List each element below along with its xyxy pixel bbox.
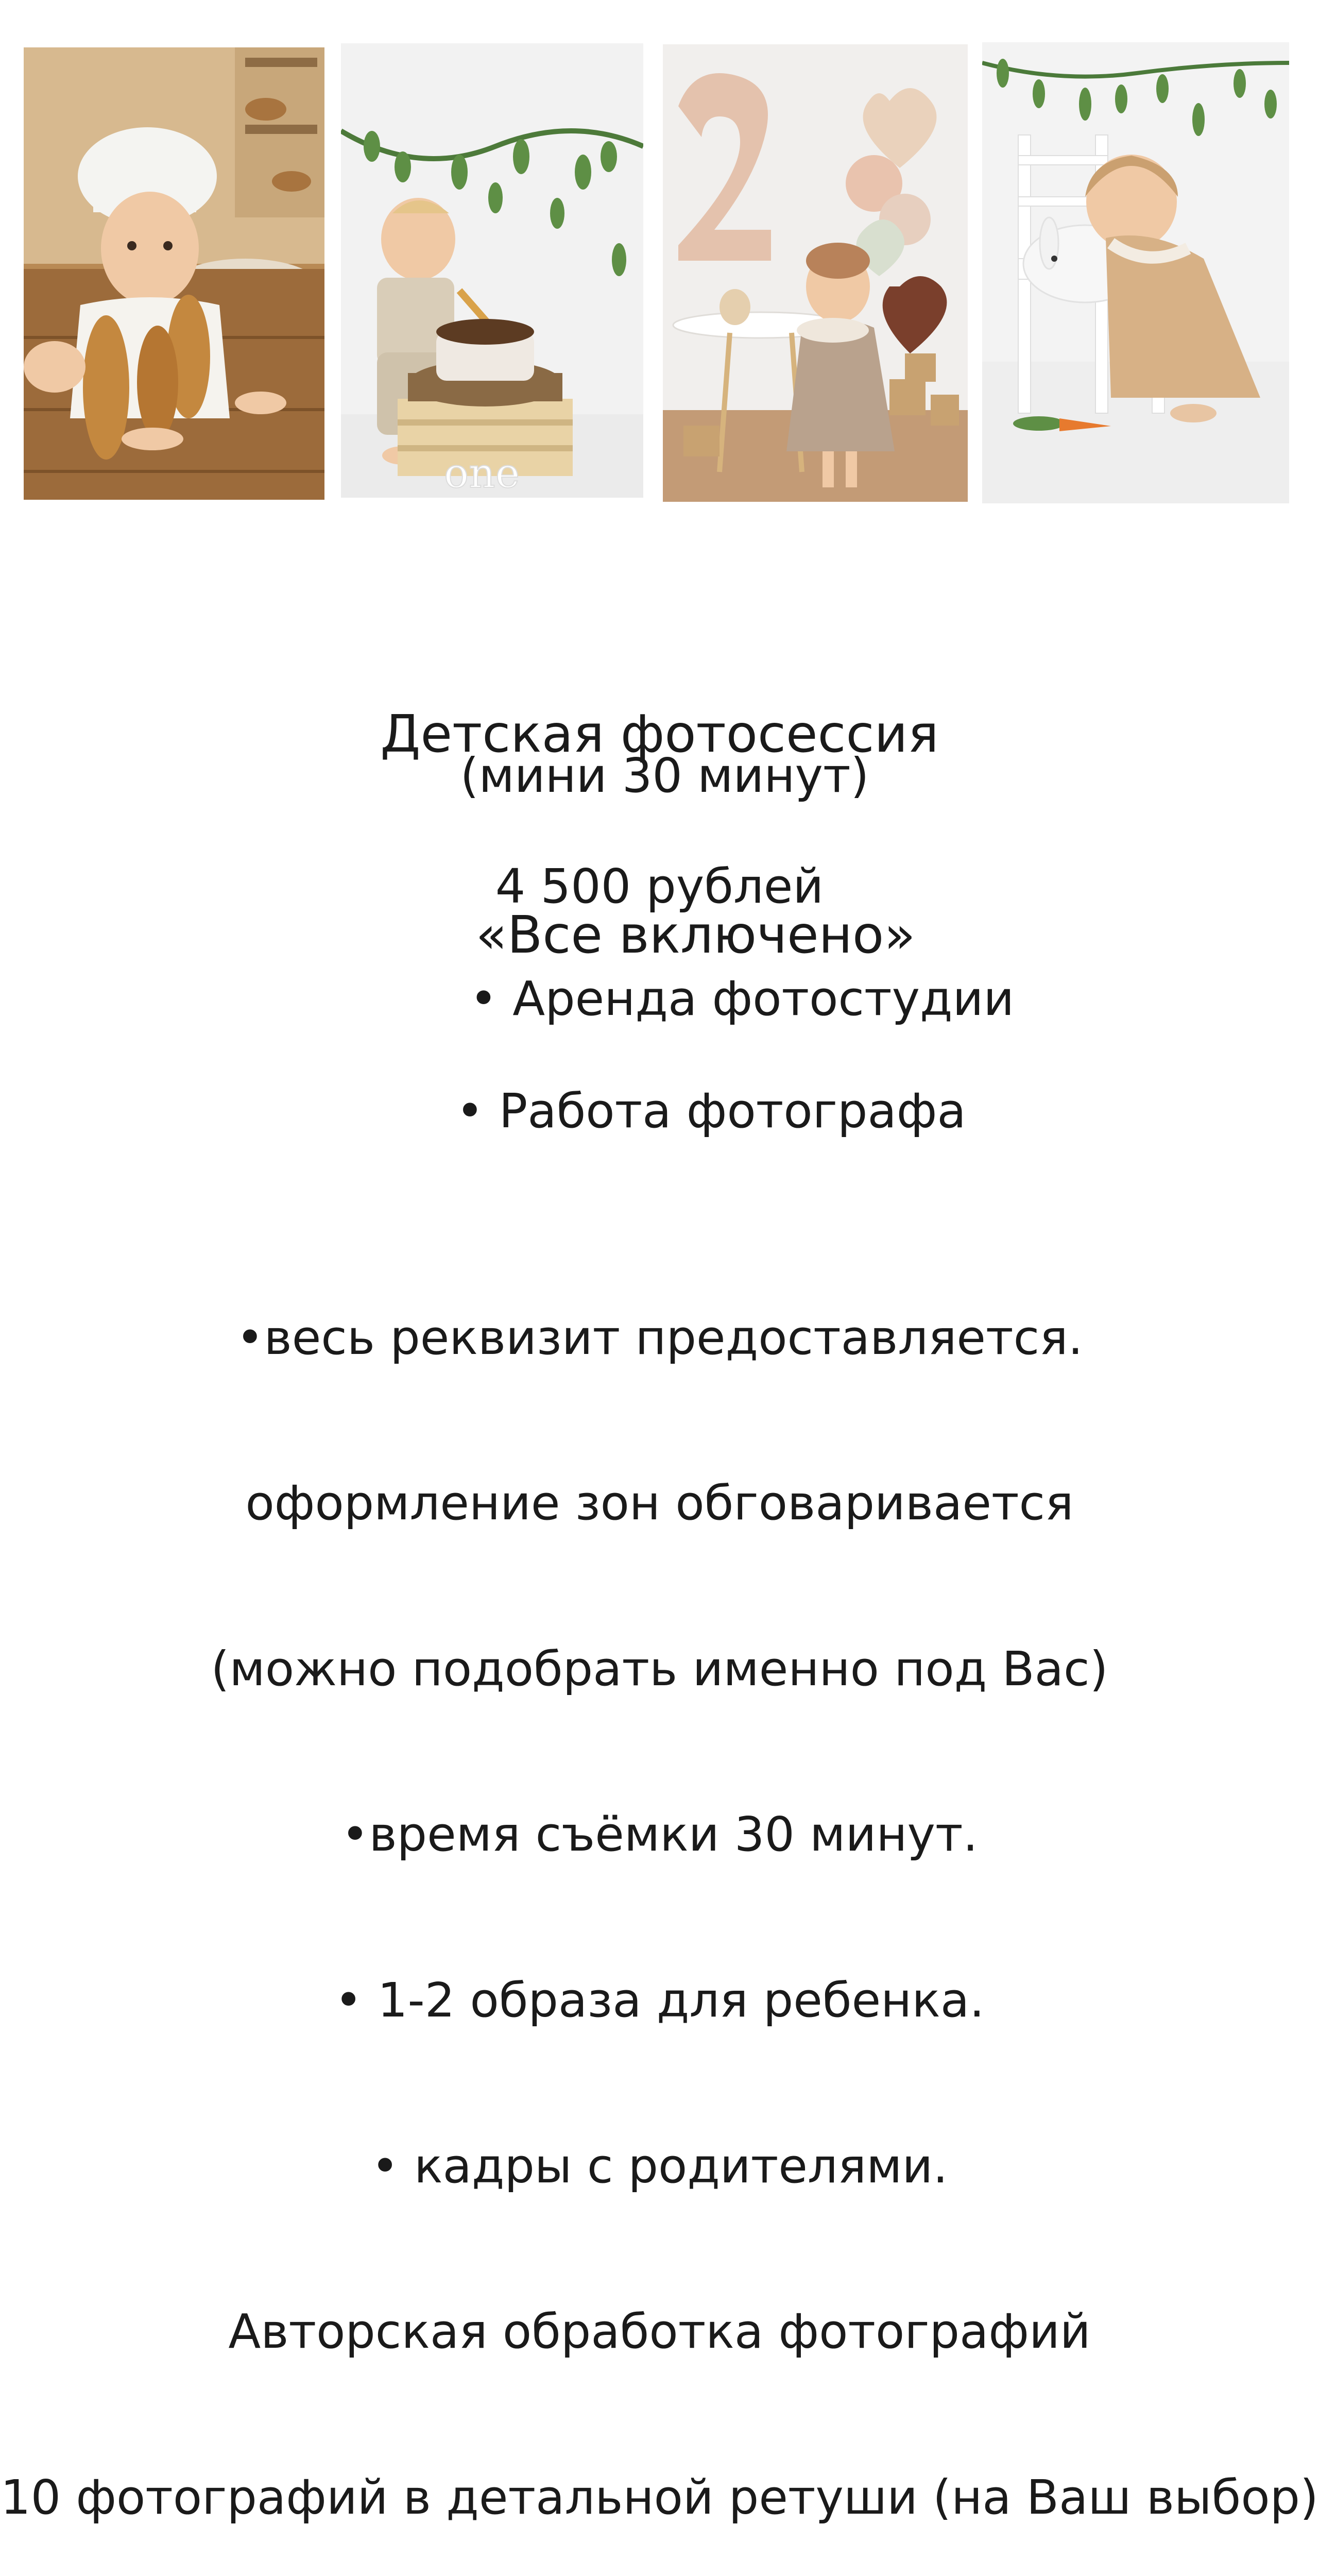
detail-line: •время съёмки 30 минут.: [341, 1807, 978, 1862]
cake-smash-photo: [341, 43, 643, 498]
include-photographer: • Работа фотографа: [456, 1083, 966, 1139]
session-duration: (мини 30 минут): [460, 748, 869, 803]
detail-line: 10 фотографий в детальной ретуши (на Ваш выбор): [1, 2469, 1318, 2525]
detail-line: (можно подобрать именно под Вас): [211, 1641, 1108, 1697]
session-price: 4 500 рублей: [495, 859, 824, 914]
detail-line: • 1-2 образа для ребенка.: [334, 1972, 985, 2028]
birthday-balloons-photo: [663, 44, 968, 502]
baby-chef-photo: [24, 47, 324, 500]
include-studio-rent: • Аренда фотостудии: [469, 971, 1015, 1026]
cake-topper-text: one: [444, 449, 520, 497]
detail-line: •весь реквизит предоставляется.: [236, 1310, 1083, 1365]
detail-line: Авторская обработка фотографий: [228, 2304, 1091, 2360]
girl-with-rabbit-photo: [982, 42, 1289, 503]
title-line-2: «Все включено»: [475, 905, 916, 965]
detail-line: оформление зон обговаривается: [245, 1476, 1074, 1531]
title-line-1: Детская фотосессия: [380, 704, 939, 764]
detail-line: • кадры с родителями.: [371, 2138, 948, 2194]
details-list: [0, 1200, 1319, 2576]
